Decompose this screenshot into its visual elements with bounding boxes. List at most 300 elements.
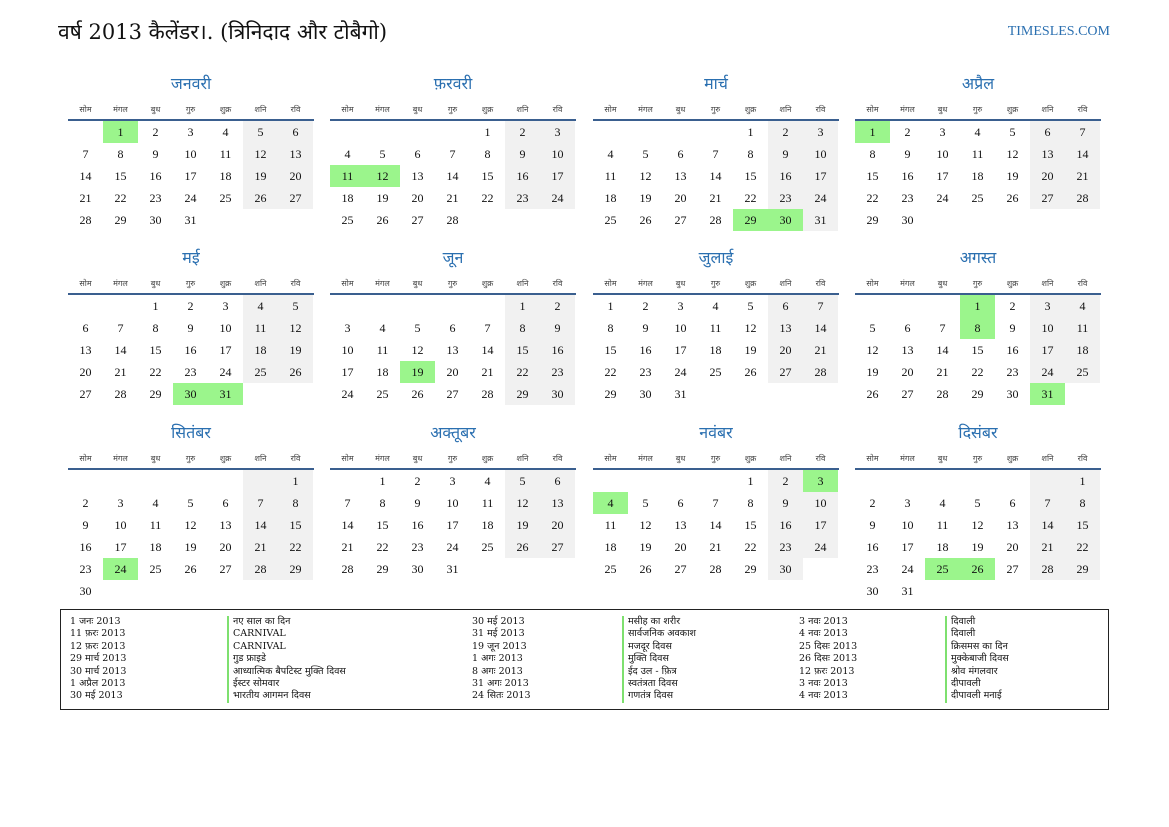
day-grid	[593, 470, 838, 580]
day-cell: 9	[642, 321, 649, 335]
day-cell: 19	[1006, 169, 1019, 183]
day-empty	[925, 580, 960, 602]
weekday-header	[855, 451, 1101, 467]
day-cell: 24	[1030, 361, 1065, 383]
day-cell: 15	[505, 339, 540, 361]
week-row	[593, 339, 838, 361]
holiday-date: 3 नवः 2013	[799, 616, 848, 627]
month-6	[330, 246, 576, 416]
day-cell: 13	[1006, 518, 1019, 532]
day-cell: 26	[411, 387, 424, 401]
day-empty	[698, 470, 733, 492]
weekday-label: बुध	[937, 454, 948, 463]
day-empty	[68, 295, 103, 317]
day-cell: 9	[82, 518, 89, 532]
day-cell: 15	[278, 514, 313, 536]
week-row	[68, 580, 313, 602]
week-row	[330, 317, 575, 339]
weekday-label: मंगल	[900, 454, 915, 463]
day-empty	[68, 121, 103, 143]
holiday-date: 4 नवः 2013	[799, 690, 848, 702]
day-cell: 23	[184, 365, 197, 379]
day-cell: 20	[540, 514, 575, 536]
day-cell: 25	[604, 213, 617, 227]
week-row	[593, 143, 838, 165]
day-cell: 29	[744, 562, 757, 576]
week-row	[330, 536, 575, 558]
day-cell: 8	[869, 147, 876, 161]
weekday-label: मंगल	[638, 454, 653, 463]
day-cell: 11	[971, 147, 984, 161]
weekday-label: सोम	[341, 105, 354, 114]
week-row	[855, 121, 1100, 143]
day-cell: 21	[803, 339, 838, 361]
day-cell: 20	[1030, 165, 1065, 187]
day-cell: 24	[803, 187, 838, 209]
weekday-label: रवि	[1077, 279, 1088, 288]
day-cell: 30	[411, 562, 424, 576]
day-cell: 27	[446, 387, 459, 401]
day-cell: 26	[639, 213, 652, 227]
holiday-name: ईद उल - फ़ित्र	[628, 665, 677, 677]
day-cell-holiday: 4	[593, 492, 628, 514]
weekday-label: रवि	[815, 105, 826, 114]
weekday-label: मंगल	[113, 105, 128, 114]
day-cell: 2	[768, 470, 803, 492]
day-grid	[330, 121, 575, 231]
holiday-date: 12 फ़रः 2013	[70, 640, 126, 652]
day-cell: 8	[505, 317, 540, 339]
holiday-name: दिवाली	[951, 616, 976, 627]
day-cell: 19	[278, 339, 313, 361]
day-empty	[1030, 580, 1065, 602]
holiday-date: 19 जून 2013	[472, 640, 527, 652]
day-cell: 13	[540, 492, 575, 514]
weekday-label: शनि	[1041, 279, 1054, 288]
day-cell: 25	[604, 562, 617, 576]
day-empty	[505, 558, 540, 580]
day-cell: 4	[243, 295, 278, 317]
day-cell: 19	[243, 165, 278, 187]
month-name: मई	[182, 248, 200, 267]
day-cell: 31	[674, 387, 687, 401]
day-empty	[103, 580, 138, 602]
week-row	[68, 121, 313, 143]
month-1	[68, 72, 314, 242]
day-cell: 14	[1065, 143, 1100, 165]
day-cell: 24	[184, 191, 197, 205]
day-empty	[698, 121, 733, 143]
day-empty	[278, 383, 313, 405]
month-name: जून	[442, 248, 464, 267]
day-cell: 20	[1006, 540, 1019, 554]
day-cell: 23	[901, 191, 914, 205]
day-cell: 14	[481, 343, 494, 357]
day-empty	[173, 580, 208, 602]
day-grid	[68, 295, 313, 405]
weekday-label: शुक्र	[219, 105, 232, 114]
week-row	[855, 536, 1100, 558]
day-cell: 4	[344, 147, 351, 161]
weekday-label: शुक्र	[744, 105, 757, 114]
holiday-date: 30 मई 2013	[70, 690, 123, 702]
weekday-label: रवि	[552, 105, 563, 114]
day-cell-holiday: 3	[803, 470, 838, 492]
week-row	[68, 209, 313, 231]
week-row	[593, 536, 838, 558]
holiday-date: 12 फ़रः 2013	[799, 665, 855, 677]
weekday-label: शुक्र	[219, 454, 232, 463]
week-row	[68, 536, 313, 558]
week-row	[68, 187, 313, 209]
weekday-label: गुरु	[447, 279, 458, 288]
day-cell: 30	[866, 584, 879, 598]
weekday-label: सोम	[79, 279, 92, 288]
day-cell-holiday: 29	[733, 209, 768, 231]
day-cell: 18	[709, 343, 722, 357]
week-row	[330, 383, 575, 405]
day-empty	[68, 470, 103, 492]
day-cell: 17	[184, 169, 197, 183]
day-cell: 11	[604, 518, 617, 532]
day-cell: 13	[674, 518, 687, 532]
day-cell-holiday: 8	[960, 317, 995, 339]
day-cell: 21	[709, 540, 722, 554]
week-row	[330, 492, 575, 514]
weekday-label: बुध	[412, 454, 423, 463]
day-empty	[925, 209, 960, 231]
day-cell: 19	[744, 343, 757, 357]
day-empty	[330, 121, 365, 143]
day-cell: 1	[747, 474, 754, 488]
day-cell: 11	[604, 169, 617, 183]
day-cell: 9	[768, 492, 803, 514]
weekday-header	[593, 276, 839, 292]
month-name: सितंबर	[171, 423, 211, 442]
day-cell: 18	[936, 540, 949, 554]
day-cell: 21	[1065, 165, 1100, 187]
day-empty	[995, 209, 1030, 231]
holiday-names-col-1	[227, 616, 346, 703]
day-cell: 16	[184, 343, 197, 357]
day-cell: 10	[114, 518, 127, 532]
day-empty	[1065, 209, 1100, 231]
week-row	[593, 165, 838, 187]
weekday-label: गुरु	[972, 105, 983, 114]
day-cell: 19	[376, 191, 389, 205]
day-grid	[68, 121, 313, 231]
weekday-label: गुरु	[447, 105, 458, 114]
day-cell: 21	[936, 365, 949, 379]
day-cell: 24	[341, 387, 354, 401]
weekday-label: गुरु	[185, 105, 196, 114]
weekday-label: मंगल	[638, 279, 653, 288]
weekday-header	[593, 102, 839, 118]
weekday-label: शनि	[779, 105, 792, 114]
day-empty	[925, 470, 960, 492]
day-cell: 15	[149, 343, 162, 357]
weekday-label: सोम	[341, 454, 354, 463]
day-empty	[243, 470, 278, 492]
day-cell: 9	[768, 143, 803, 165]
day-cell: 7	[712, 496, 719, 510]
day-cell: 18	[604, 540, 617, 554]
day-empty	[890, 295, 925, 317]
weekday-label: शुक्र	[744, 279, 757, 288]
day-empty	[330, 295, 365, 317]
weekday-label: शनि	[779, 454, 792, 463]
day-cell: 15	[481, 169, 494, 183]
day-cell: 9	[1009, 321, 1016, 335]
month-name: दिसंबर	[958, 423, 998, 442]
weekday-header	[330, 451, 576, 467]
day-empty	[925, 295, 960, 317]
holiday-names-col-3	[945, 616, 1009, 703]
day-cell: 13	[674, 169, 687, 183]
weekday-label: रवि	[290, 105, 301, 114]
weekday-label: शुक्र	[1006, 105, 1019, 114]
site-link[interactable]: TIMESLES.COM	[1007, 24, 1110, 39]
weekday-label: शनि	[516, 279, 529, 288]
month-3	[593, 72, 839, 242]
day-cell: 26	[505, 536, 540, 558]
day-cell: 20	[278, 165, 313, 187]
month-name: अप्रैल	[961, 74, 995, 93]
month-9	[68, 421, 314, 598]
day-cell: 11	[936, 518, 949, 532]
weekday-label: शुक्र	[1006, 279, 1019, 288]
day-grid	[855, 470, 1100, 602]
week-row	[68, 295, 313, 317]
day-cell: 17	[803, 514, 838, 536]
day-empty	[663, 121, 698, 143]
holiday-date: 4 नवः 2013	[799, 628, 848, 640]
day-cell: 16	[901, 169, 914, 183]
day-cell: 22	[481, 191, 494, 205]
day-cell: 1	[747, 125, 754, 139]
day-cell: 14	[709, 169, 722, 183]
day-cell: 5	[869, 321, 876, 335]
day-empty	[435, 121, 470, 143]
day-cell: 23	[411, 540, 424, 554]
day-cell: 25	[1065, 361, 1100, 383]
day-cell: 3	[449, 474, 456, 488]
day-cell: 30	[639, 387, 652, 401]
day-cell: 4	[379, 321, 386, 335]
day-cell: 27	[79, 387, 92, 401]
day-cell: 16	[149, 169, 162, 183]
day-cell: 22	[744, 540, 757, 554]
day-cell: 23	[866, 562, 879, 576]
day-cell: 8	[117, 147, 124, 161]
day-cell: 9	[540, 317, 575, 339]
day-cell: 14	[243, 514, 278, 536]
month-12	[855, 421, 1101, 598]
day-empty	[243, 383, 278, 405]
month-11	[593, 421, 839, 591]
day-cell: 29	[505, 383, 540, 405]
day-cell: 28	[936, 387, 949, 401]
day-cell: 13	[278, 143, 313, 165]
day-cell: 10	[341, 343, 354, 357]
day-empty	[593, 470, 628, 492]
day-cell: 31	[803, 209, 838, 231]
holiday-name: सार्वजनिक अवकाश	[628, 628, 697, 640]
week-row	[68, 361, 313, 383]
day-cell: 25	[481, 540, 494, 554]
holiday-dates-col-3	[799, 616, 857, 703]
weekday-label: बुध	[150, 454, 161, 463]
day-empty	[628, 470, 663, 492]
week-row	[593, 383, 838, 405]
weekday-label: गुरु	[710, 454, 721, 463]
day-cell: 18	[376, 365, 389, 379]
weekday-label: बुध	[675, 105, 686, 114]
day-cell: 23	[505, 187, 540, 209]
day-cell: 15	[744, 169, 757, 183]
day-cell: 4	[974, 125, 981, 139]
day-cell: 5	[974, 496, 981, 510]
day-cell: 26	[866, 387, 879, 401]
day-cell: 9	[187, 321, 194, 335]
day-cell: 31	[901, 584, 914, 598]
weekday-label: मंगल	[900, 279, 915, 288]
weekday-label: गुरु	[185, 454, 196, 463]
day-empty	[365, 121, 400, 143]
weekday-label: गुरु	[972, 279, 983, 288]
day-cell: 28	[1065, 187, 1100, 209]
weekday-label: शनि	[516, 454, 529, 463]
weekday-label: मंगल	[900, 105, 915, 114]
day-cell: 15	[866, 169, 879, 183]
week-row	[330, 165, 575, 187]
day-cell: 27	[768, 361, 803, 383]
day-cell: 27	[1030, 187, 1065, 209]
day-empty	[803, 383, 838, 405]
day-cell: 25	[341, 213, 354, 227]
day-cell: 5	[747, 299, 754, 313]
day-cell: 27	[674, 562, 687, 576]
week-row	[593, 121, 838, 143]
month-7	[593, 246, 839, 416]
day-cell: 7	[1065, 121, 1100, 143]
day-cell-holiday: 31	[1030, 383, 1065, 405]
day-cell-holiday: 31	[208, 383, 243, 405]
week-row	[330, 187, 575, 209]
week-row	[593, 558, 838, 580]
day-cell: 3	[344, 321, 351, 335]
day-cell: 27	[901, 387, 914, 401]
weekday-label: शनि	[254, 105, 267, 114]
day-cell: 2	[904, 125, 911, 139]
month-name: मार्च	[704, 74, 728, 93]
week-row	[68, 143, 313, 165]
day-cell: 26	[639, 562, 652, 576]
day-cell: 30	[540, 383, 575, 405]
day-grid	[330, 295, 575, 405]
day-cell: 19	[184, 540, 197, 554]
day-cell: 5	[187, 496, 194, 510]
holiday-date: 30 मई 2013	[472, 616, 525, 627]
month-name: फ़रवरी	[433, 74, 473, 93]
day-empty	[960, 580, 995, 602]
day-cell: 22	[744, 191, 757, 205]
day-cell: 6	[768, 295, 803, 317]
day-cell-holiday: 24	[103, 558, 138, 580]
holiday-name: नए साल का दिन	[233, 616, 291, 627]
day-cell: 3	[187, 125, 194, 139]
day-cell: 11	[376, 343, 389, 357]
day-cell: 10	[936, 147, 949, 161]
day-cell: 20	[446, 365, 459, 379]
day-cell: 5	[379, 147, 386, 161]
day-cell: 21	[341, 540, 354, 554]
week-row	[593, 514, 838, 536]
day-empty	[890, 470, 925, 492]
day-cell: 21	[446, 191, 459, 205]
day-cell: 28	[709, 562, 722, 576]
day-cell: 18	[604, 191, 617, 205]
weekday-header	[68, 451, 314, 467]
day-empty	[208, 580, 243, 602]
holiday-name: मुक्ति दिवस	[628, 653, 669, 665]
day-cell: 8	[747, 147, 754, 161]
day-cell: 1	[379, 474, 386, 488]
day-cell: 28	[1030, 558, 1065, 580]
holiday-name: मजदूर दिवस	[628, 640, 672, 652]
day-cell: 26	[243, 187, 278, 209]
day-cell: 12	[243, 143, 278, 165]
holiday-name: भारतीय आगमन दिवस	[233, 690, 311, 702]
day-cell: 8	[607, 321, 614, 335]
month-4	[855, 72, 1101, 242]
day-cell: 10	[540, 143, 575, 165]
month-8	[855, 246, 1101, 416]
day-cell: 17	[901, 540, 914, 554]
day-cell: 3	[117, 496, 124, 510]
day-cell: 24	[936, 191, 949, 205]
day-cell: 5	[642, 496, 649, 510]
day-cell: 30	[149, 213, 162, 227]
day-cell: 16	[639, 343, 652, 357]
day-cell: 16	[1006, 343, 1019, 357]
week-row	[330, 470, 575, 492]
day-cell: 12	[971, 518, 984, 532]
weekday-label: शुक्र	[481, 454, 494, 463]
day-cell: 17	[540, 165, 575, 187]
weekday-label: गुरु	[710, 105, 721, 114]
day-cell: 22	[604, 365, 617, 379]
holiday-name: गुड फ्राइडे	[233, 653, 266, 665]
weekday-label: शुक्र	[1006, 454, 1019, 463]
day-cell: 10	[184, 147, 197, 161]
day-cell: 11	[1065, 317, 1100, 339]
week-row	[855, 361, 1100, 383]
week-row	[855, 165, 1100, 187]
day-cell: 9	[414, 496, 421, 510]
weekday-label: बुध	[675, 454, 686, 463]
week-row	[855, 295, 1100, 317]
month-name: अगस्त	[959, 248, 997, 267]
day-cell: 13	[411, 169, 424, 183]
day-cell: 2	[869, 496, 876, 510]
day-cell: 10	[1030, 317, 1065, 339]
week-row	[855, 383, 1100, 405]
day-cell: 24	[219, 365, 232, 379]
day-cell: 7	[712, 147, 719, 161]
day-empty	[208, 470, 243, 492]
day-cell: 31	[446, 562, 459, 576]
